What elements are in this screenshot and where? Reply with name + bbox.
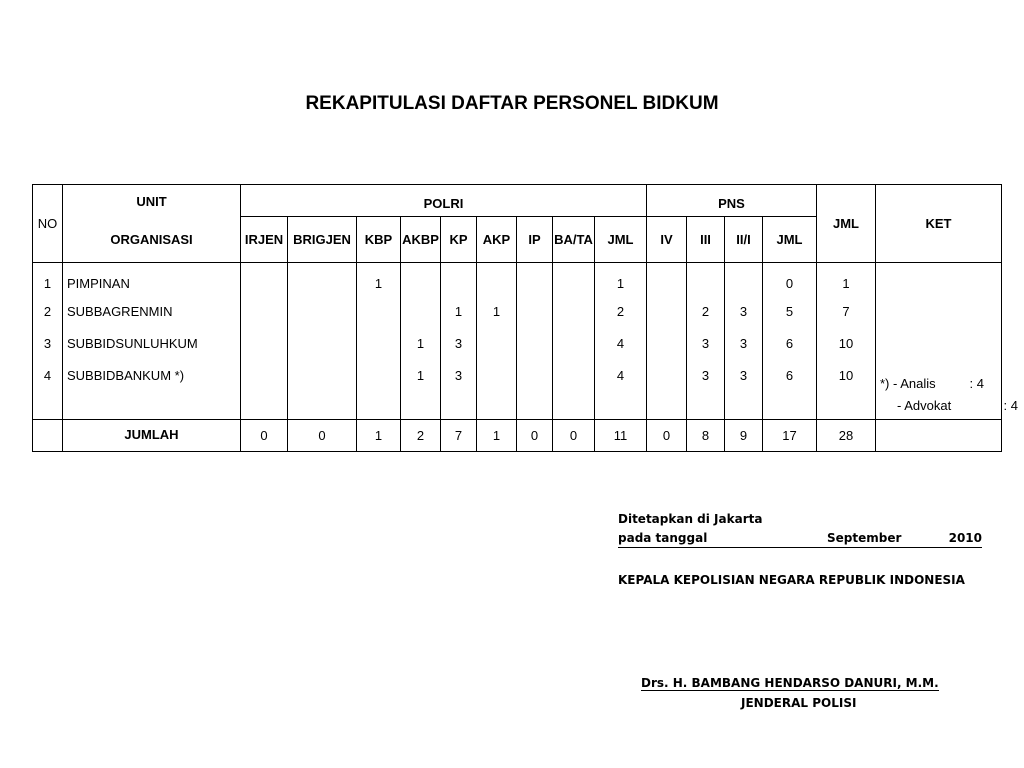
date-year: 2010 bbox=[948, 531, 982, 545]
row-value-akp bbox=[477, 328, 517, 360]
row-value-kbp bbox=[357, 328, 401, 360]
row-value-akbp bbox=[401, 296, 441, 328]
personnel-table bbox=[32, 184, 1018, 452]
row-value-jml: 10 bbox=[817, 360, 876, 392]
pns-header: PNS bbox=[647, 185, 817, 217]
row-value-irjen bbox=[241, 360, 288, 392]
row-value-akp bbox=[477, 360, 517, 392]
row-value-polri-jml: 4 bbox=[595, 328, 647, 360]
row-value-brigjen bbox=[288, 296, 357, 328]
no-header: NO bbox=[33, 185, 63, 263]
ket-label: - Advokat bbox=[897, 397, 952, 413]
ket-label: *) - Analis bbox=[880, 375, 936, 391]
total-value: 1 bbox=[477, 420, 517, 452]
row-unit: PIMPINAN bbox=[63, 263, 241, 296]
ket-value: : 4 bbox=[969, 375, 984, 391]
ket-line bbox=[880, 377, 984, 390]
row-value-akbp bbox=[401, 263, 441, 296]
row-value-akp bbox=[477, 263, 517, 296]
row-value-kbp bbox=[357, 360, 401, 392]
unit-header: UNIT bbox=[63, 185, 241, 217]
row-value-polri-jml: 2 bbox=[595, 296, 647, 328]
row-value-iii: 2 bbox=[687, 296, 725, 328]
row-value-kp: 1 bbox=[441, 296, 477, 328]
total-value: 2 bbox=[401, 420, 441, 452]
row-value-bata bbox=[553, 296, 595, 328]
row-value-iii-i: 3 bbox=[725, 296, 763, 328]
row-value-irjen bbox=[241, 328, 288, 360]
row-value-brigjen bbox=[288, 360, 357, 392]
row-value-kp: 3 bbox=[441, 328, 477, 360]
col-akbp: AKBP bbox=[401, 217, 441, 263]
row-value-iii-i: 3 bbox=[725, 328, 763, 360]
total-row bbox=[33, 420, 1002, 452]
col-kbp: KBP bbox=[357, 217, 401, 263]
col-brigjen: BRIGJEN bbox=[288, 217, 357, 263]
total-value: 0 bbox=[553, 420, 595, 452]
col-polri-jml: JML bbox=[595, 217, 647, 263]
row-unit: SUBBIDBANKUM *) bbox=[63, 360, 241, 392]
date-prefix: pada tanggal bbox=[618, 531, 708, 545]
empty-cell bbox=[288, 392, 357, 420]
row-value-kbp bbox=[357, 296, 401, 328]
total-value: 11 bbox=[595, 420, 647, 452]
ket-header: KET bbox=[876, 185, 1002, 263]
total-value: 1 bbox=[357, 420, 401, 452]
row-value-kp: 3 bbox=[441, 360, 477, 392]
row-ket bbox=[876, 296, 1002, 328]
row-ket bbox=[876, 263, 1002, 296]
row-ket bbox=[876, 392, 1018, 420]
row-value-pns-jml: 0 bbox=[763, 263, 817, 296]
row-value-irjen bbox=[241, 263, 288, 296]
empty-cell bbox=[441, 392, 477, 420]
empty-cell bbox=[33, 392, 63, 420]
total-label: JUMLAH bbox=[63, 420, 241, 452]
jml-total-header: JML bbox=[817, 185, 876, 263]
row-number: 2 bbox=[33, 296, 63, 328]
row-unit: SUBBIDSUNLUHKUM bbox=[63, 328, 241, 360]
empty-cell bbox=[241, 392, 288, 420]
row-value-bata bbox=[553, 263, 595, 296]
signer-rank: JENDERAL POLISI bbox=[741, 696, 857, 710]
date-month: September bbox=[827, 531, 902, 545]
row-value-iv bbox=[647, 328, 687, 360]
col-akp: AKP bbox=[477, 217, 517, 263]
row-value-iii-i: 3 bbox=[725, 360, 763, 392]
row-value-iii: 3 bbox=[687, 360, 725, 392]
row-value-ip bbox=[517, 328, 553, 360]
row-ket bbox=[876, 328, 1002, 360]
total-value: 0 bbox=[647, 420, 687, 452]
row-value-pns-jml: 6 bbox=[763, 328, 817, 360]
row-value-jml: 7 bbox=[817, 296, 876, 328]
empty-cell bbox=[63, 392, 241, 420]
row-number: 1 bbox=[33, 263, 63, 296]
ket-line bbox=[880, 397, 1018, 413]
row-value-iv bbox=[647, 263, 687, 296]
empty-cell bbox=[401, 392, 441, 420]
row-number: 4 bbox=[33, 360, 63, 392]
place-line: Ditetapkan di Jakarta bbox=[618, 512, 763, 526]
empty-cell bbox=[517, 392, 553, 420]
empty-cell bbox=[725, 392, 763, 420]
table-row bbox=[33, 360, 1002, 392]
col-pns-jml: JML bbox=[763, 217, 817, 263]
row-ket bbox=[876, 360, 1002, 392]
empty-cell bbox=[595, 392, 647, 420]
col-iii: III bbox=[687, 217, 725, 263]
polri-header: POLRI bbox=[241, 185, 647, 217]
total-value: 7 bbox=[441, 420, 477, 452]
row-value-pns-jml: 6 bbox=[763, 360, 817, 392]
date-line bbox=[618, 531, 982, 548]
row-value-irjen bbox=[241, 296, 288, 328]
total-value: 17 bbox=[763, 420, 817, 452]
row-value-brigjen bbox=[288, 328, 357, 360]
empty-cell bbox=[357, 392, 401, 420]
table-row bbox=[33, 296, 1002, 328]
empty-cell bbox=[687, 392, 725, 420]
total-value: 9 bbox=[725, 420, 763, 452]
row-unit: SUBBAGRENMIN bbox=[63, 296, 241, 328]
row-value-kp bbox=[441, 263, 477, 296]
total-value: 0 bbox=[241, 420, 288, 452]
col-ii-i: II/I bbox=[725, 217, 763, 263]
row-value-akbp: 1 bbox=[401, 360, 441, 392]
row-value-akp: 1 bbox=[477, 296, 517, 328]
row-value-iii bbox=[687, 263, 725, 296]
row-value-ip bbox=[517, 296, 553, 328]
table-row bbox=[33, 263, 1002, 296]
col-bata: BA/TA bbox=[553, 217, 595, 263]
row-value-bata bbox=[553, 328, 595, 360]
row-value-akbp: 1 bbox=[401, 328, 441, 360]
row-value-polri-jml: 1 bbox=[595, 263, 647, 296]
row-value-ip bbox=[517, 360, 553, 392]
row-value-jml: 10 bbox=[817, 328, 876, 360]
row-value-polri-jml: 4 bbox=[595, 360, 647, 392]
page-title: REKAPITULASI DAFTAR PERSONEL BIDKUM bbox=[305, 93, 719, 114]
row-value-jml: 1 bbox=[817, 263, 876, 296]
organisasi-header: ORGANISASI bbox=[63, 217, 241, 263]
row-value-pns-jml: 5 bbox=[763, 296, 817, 328]
ket-continuation-row bbox=[33, 392, 1002, 420]
col-iv: IV bbox=[647, 217, 687, 263]
signer-position: KEPALA KEPOLISIAN NEGARA REPUBLIK INDONESIA bbox=[618, 573, 965, 587]
data-rows bbox=[33, 263, 1018, 420]
col-ip: IP bbox=[517, 217, 553, 263]
row-value-bata bbox=[553, 360, 595, 392]
total-value: 8 bbox=[687, 420, 725, 452]
empty-cell bbox=[817, 392, 876, 420]
ket-value: : 4 bbox=[1003, 397, 1018, 413]
row-value-iii: 3 bbox=[687, 328, 725, 360]
empty-cell bbox=[647, 392, 687, 420]
col-irjen: IRJEN bbox=[241, 217, 288, 263]
empty-cell bbox=[553, 392, 595, 420]
row-number: 3 bbox=[33, 328, 63, 360]
row-value-iii-i bbox=[725, 263, 763, 296]
row-value-iv bbox=[647, 296, 687, 328]
row-value-ip bbox=[517, 263, 553, 296]
total-value: 0 bbox=[517, 420, 553, 452]
col-kp: KP bbox=[441, 217, 477, 263]
row-value-iv bbox=[647, 360, 687, 392]
row-value-brigjen bbox=[288, 263, 357, 296]
total-value: 0 bbox=[288, 420, 357, 452]
table-row bbox=[33, 328, 1002, 360]
signer-name: Drs. H. BAMBANG HENDARSO DANURI, M.M. bbox=[641, 676, 939, 690]
empty-cell bbox=[763, 392, 817, 420]
total-value: 28 bbox=[817, 420, 876, 452]
empty-cell bbox=[477, 392, 517, 420]
row-value-kbp: 1 bbox=[357, 263, 401, 296]
